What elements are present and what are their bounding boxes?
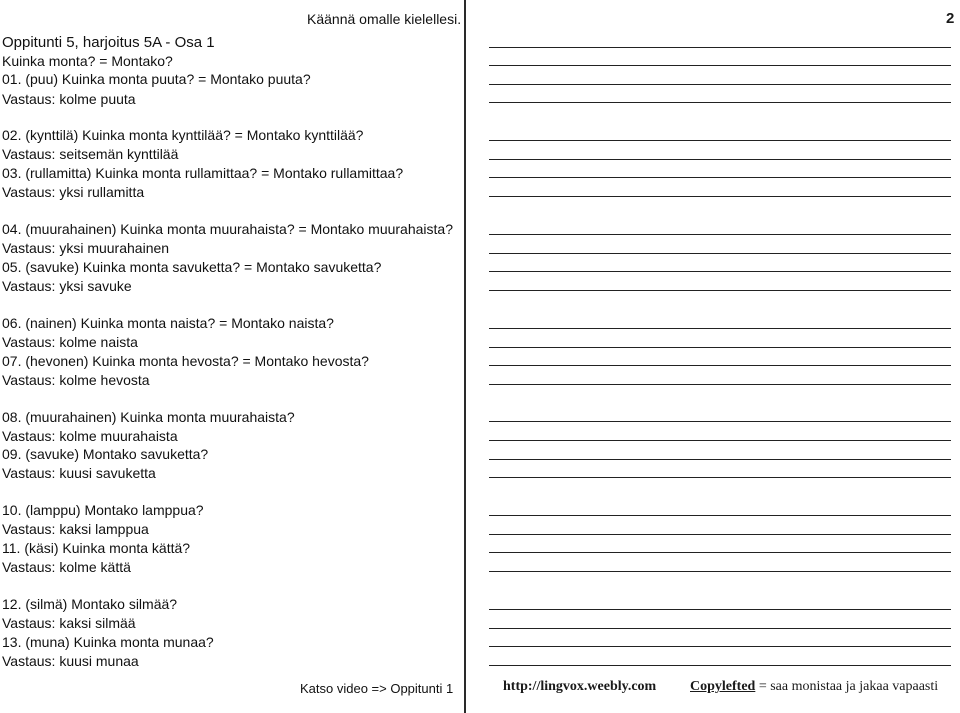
- answer-blank[interactable]: [489, 534, 951, 535]
- answer-blank[interactable]: [489, 196, 951, 197]
- exercise-line: Vastaus: yksi rullamitta: [2, 184, 145, 200]
- exercise-line: 04. (muurahainen) Kuinka monta muurahaista? = Montako muurahaista?: [2, 221, 453, 237]
- exercise-line: Vastaus: kolme hevosta: [2, 372, 150, 388]
- exercise-line: 02. (kynttilä) Kuinka monta kynttilää? = Montako kynttilää?: [2, 127, 364, 143]
- answer-blank[interactable]: [489, 665, 951, 666]
- exercise-line: Vastaus: yksi savuke: [2, 278, 132, 294]
- exercise-line: 08. (muurahainen) Kuinka monta muurahaista?: [2, 409, 295, 425]
- exercise-line: Vastaus: kolme muurahaista: [2, 428, 178, 444]
- exercise-line: 03. (rullamitta) Kuinka monta rullamittaa? = Montako rullamittaa?: [2, 165, 404, 181]
- answer-blank[interactable]: [489, 477, 951, 478]
- answer-blank[interactable]: [489, 365, 951, 366]
- exercise-line: 01. (puu) Kuinka monta puuta? = Montako puuta?: [2, 71, 311, 87]
- answer-blank[interactable]: [489, 177, 951, 178]
- answer-blank[interactable]: [489, 84, 951, 85]
- answer-blank[interactable]: [489, 440, 951, 441]
- answer-blank[interactable]: [489, 347, 951, 348]
- answer-blank[interactable]: [489, 552, 951, 553]
- answer-blank[interactable]: [489, 384, 951, 385]
- answer-blank[interactable]: [489, 328, 951, 329]
- column-divider: [464, 0, 466, 713]
- answer-blank[interactable]: [489, 646, 951, 647]
- answer-blank[interactable]: [489, 290, 951, 291]
- exercise-line: Kuinka monta? = Montako?: [2, 53, 173, 69]
- exercise-line: 10. (lamppu) Montako lamppua?: [2, 502, 204, 518]
- answer-blank[interactable]: [489, 271, 951, 272]
- answer-blank[interactable]: [489, 421, 951, 422]
- exercise-line: 05. (savuke) Kuinka monta savuketta? = Montako savuketta?: [2, 259, 382, 275]
- exercise-line: 11. (käsi) Kuinka monta kättä?: [2, 540, 191, 556]
- answer-blank[interactable]: [489, 571, 951, 572]
- answer-blank[interactable]: [489, 47, 951, 48]
- answer-blank[interactable]: [489, 459, 951, 460]
- answer-blank[interactable]: [489, 65, 951, 66]
- exercise-line: Vastaus: kolme kättä: [2, 559, 131, 575]
- exercise-heading: Oppitunti 5, harjoitus 5A - Osa 1: [2, 34, 215, 51]
- exercise-line: Vastaus: yksi muurahainen: [2, 240, 170, 256]
- exercise-line: Vastaus: kaksi silmää: [2, 615, 136, 631]
- answer-blank[interactable]: [489, 140, 951, 141]
- exercise-line: Vastaus: kaksi lamppua: [2, 521, 149, 537]
- exercise-line: 06. (nainen) Kuinka monta naista? = Montako naista?: [2, 315, 334, 331]
- copylefted-label: Copylefted: [690, 679, 756, 694]
- website-link[interactable]: http://lingvox.weebly.com: [503, 679, 657, 694]
- exercise-line: Vastaus: kolme puuta: [2, 91, 136, 107]
- copyleft-text: = saa monistaa ja jakaa vapaasti: [755, 679, 939, 694]
- answer-blank[interactable]: [489, 628, 951, 629]
- instruction-text: Käännä omalle kielellesi.: [307, 11, 462, 27]
- exercise-line: Vastaus: kuusi savuketta: [2, 465, 156, 481]
- video-reference: Katso video => Oppitunti 1: [300, 681, 454, 696]
- answer-blank[interactable]: [489, 515, 951, 516]
- exercise-line: Vastaus: kuusi munaa: [2, 653, 139, 669]
- page-number: 2: [946, 10, 955, 27]
- answer-blank[interactable]: [489, 159, 951, 160]
- exercise-line: 13. (muna) Kuinka monta munaa?: [2, 634, 214, 650]
- copyleft-notice: [690, 679, 938, 695]
- answer-blank[interactable]: [489, 253, 951, 254]
- answer-blank[interactable]: [489, 609, 951, 610]
- answer-blank[interactable]: [489, 102, 951, 103]
- exercise-line: Vastaus: kolme naista: [2, 334, 138, 350]
- exercise-line: 09. (savuke) Montako savuketta?: [2, 446, 209, 462]
- exercise-line: 12. (silmä) Montako silmää?: [2, 596, 178, 612]
- exercise-line: Vastaus: seitsemän kynttilää: [2, 146, 179, 162]
- exercise-line: 07. (hevonen) Kuinka monta hevosta? = Montako hevosta?: [2, 353, 369, 369]
- answer-blank[interactable]: [489, 234, 951, 235]
